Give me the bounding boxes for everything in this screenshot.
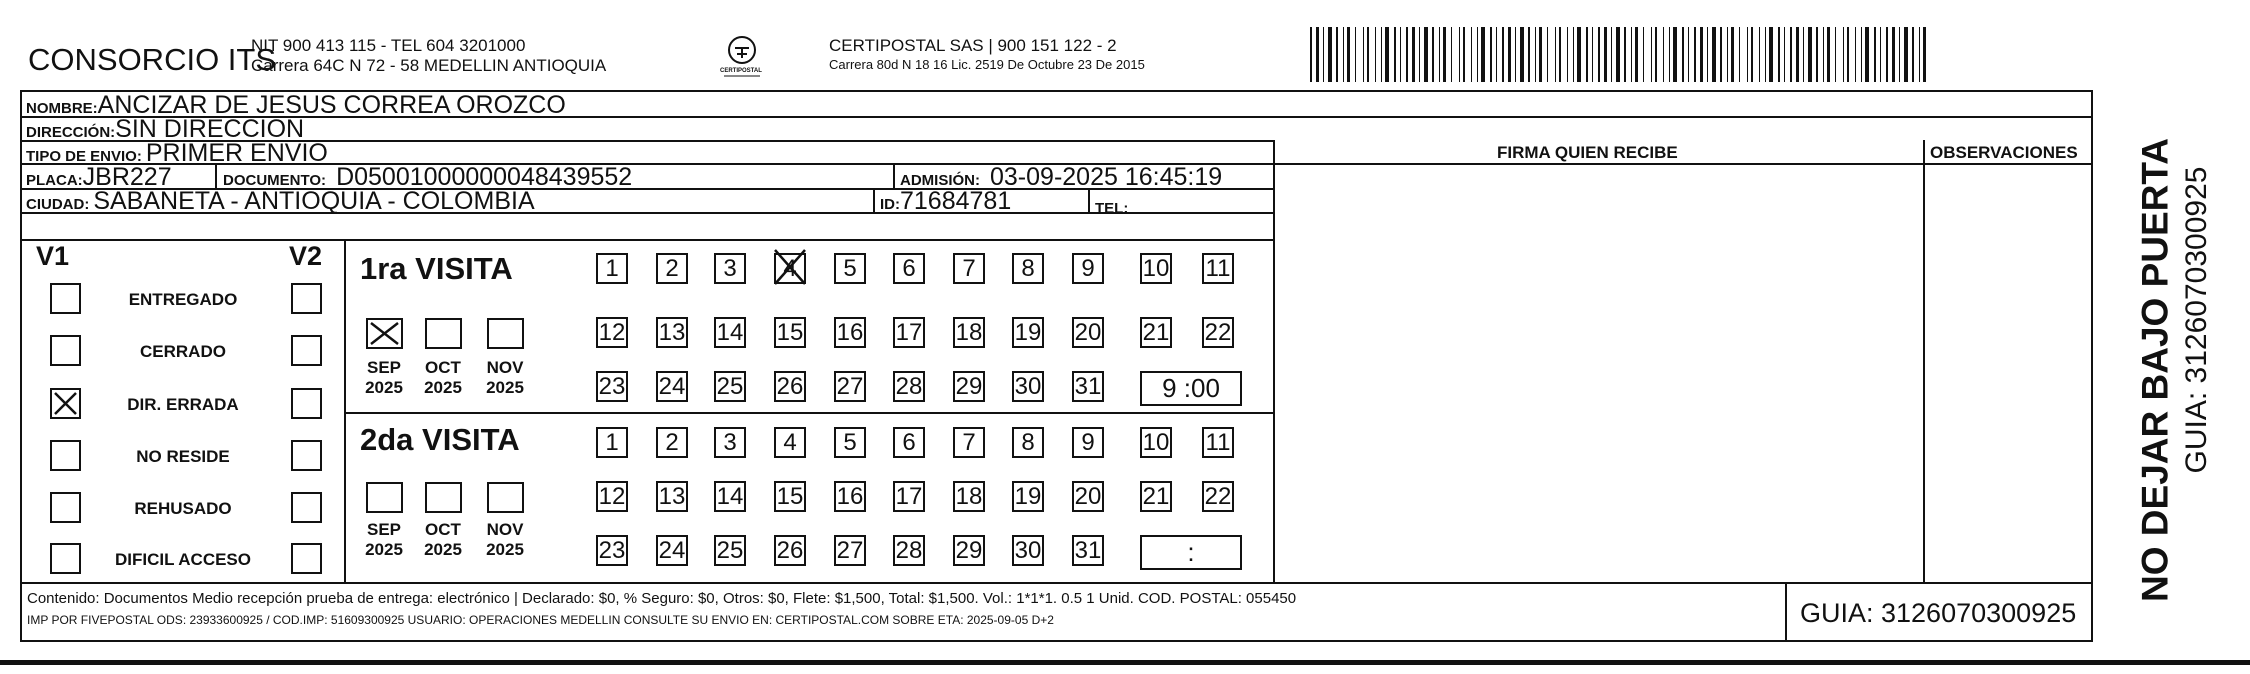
first-day-box: 6 (893, 253, 925, 284)
first-day-box: 8 (1012, 253, 1044, 284)
second-year-label: 2025 (365, 540, 403, 559)
direccion-value: SIN DIRECCION (115, 115, 305, 143)
tel-label: TEL: (1095, 200, 1129, 217)
first-day-box: 10 (1140, 253, 1172, 284)
v1-header: V1 (36, 241, 70, 271)
second-day-box: 6 (893, 427, 925, 458)
first-day-box: 30 (1012, 371, 1044, 402)
logo-caption: CERTIPOSTAL (720, 68, 762, 74)
v1-checkbox (50, 335, 81, 366)
second-day-box: 21 (1140, 481, 1172, 512)
second-year-label: 2025 (424, 540, 462, 559)
v2-checkbox (291, 388, 322, 419)
second-time-box: : (1140, 535, 1242, 570)
second-day-box: 18 (953, 481, 985, 512)
first-day-box: 21 (1140, 317, 1172, 348)
v2-checkbox (291, 283, 322, 314)
v2-checkbox (291, 440, 322, 471)
admision-label: ADMISIÓN: (900, 172, 980, 189)
second-day-box: 12 (596, 481, 628, 512)
first-year-label: 2025 (486, 378, 524, 397)
bottom-rule (0, 660, 2250, 665)
tipo-label: TIPO DE ENVIO: (26, 148, 142, 165)
second-day-box: 16 (834, 481, 866, 512)
ciudad-field (26, 189, 535, 214)
status-option-label: CERRADO (140, 342, 226, 361)
first-day-box: 31 (1072, 371, 1104, 402)
first-month-label: NOV (486, 358, 524, 377)
second-day-box: 23 (596, 535, 628, 566)
second-day-box: 13 (656, 481, 688, 512)
second-month-checkbox (487, 482, 524, 513)
second-day-box: 7 (953, 427, 985, 458)
first-month-checkbox (487, 318, 524, 349)
placa-label: PLACA: (26, 172, 83, 189)
second-day-box: 29 (953, 535, 985, 566)
first-visit-title: 1ra VISITA (360, 251, 513, 286)
first-time-box: 9 :00 (1140, 371, 1242, 406)
first-day-box: 27 (834, 371, 866, 402)
second-month-checkbox (366, 482, 403, 513)
second-day-box: 5 (834, 427, 866, 458)
second-day-box: 1 (596, 427, 628, 458)
v2-checkbox (291, 335, 322, 366)
v1-checkbox (50, 388, 81, 419)
v1-checkbox (50, 492, 81, 523)
first-day-box: 2 (656, 253, 688, 284)
first-month-label: SEP (366, 358, 402, 377)
first-year-label: 2025 (365, 378, 403, 397)
status-option-label: DIFICIL ACCESO (114, 550, 251, 569)
tipo-field (26, 141, 328, 166)
first-day-box: 16 (834, 317, 866, 348)
second-month-label: SEP (366, 520, 402, 539)
first-day-box: 20 (1072, 317, 1104, 348)
second-day-box: 19 (1012, 481, 1044, 512)
first-day-box: 23 (596, 371, 628, 402)
no-dejar-notice: NO DEJAR BAJO PUERTA (2134, 138, 2176, 602)
second-month-label: NOV (486, 520, 524, 539)
status-option-label: REHUSADO (134, 499, 232, 518)
v2-header: V2 (289, 241, 323, 271)
courier-name: CERTIPOSTAL SAS | 900 151 122 - 2 (829, 36, 1117, 55)
first-day-box: 17 (893, 317, 925, 348)
first-month-label: OCT (425, 358, 461, 377)
company-nit: NIT 900 413 115 - TEL 604 3201000 (251, 36, 526, 55)
placa-value: JBR227 (82, 163, 172, 191)
second-day-box: 22 (1202, 481, 1234, 512)
first-day-box: 7 (953, 253, 985, 284)
first-day-box: 24 (656, 371, 688, 402)
footer-print-line: IMP POR FIVEPOSTAL ODS: 23933600925 / COD.IMP: 51609300925 USUARIO: OPERACIONES MEDELLIN CONSULTE SU ENVIO EN: CERTIPOSTAL.COM SOBRE ETA: 2025-09-05 D+2 (27, 613, 1054, 627)
first-day-box (774, 253, 806, 284)
first-month-checkbox (425, 318, 462, 349)
courier-address: Carrera 80d N 18 16 Lic. 2519 De Octubre 23 De 2015 (829, 57, 1145, 72)
first-day-box: 11 (1202, 253, 1234, 284)
first-day-box: 15 (774, 317, 806, 348)
second-visit-title: 2da VISITA (360, 422, 520, 457)
company-address: Carrera 64C N 72 - 58 MEDELLIN ANTIOQUIA (251, 56, 607, 75)
first-day-box: 28 (893, 371, 925, 402)
second-day-box: 30 (1012, 535, 1044, 566)
second-day-box: 24 (656, 535, 688, 566)
second-day-box: 11 (1202, 427, 1234, 458)
first-day-box: 13 (656, 317, 688, 348)
first-day-box: 22 (1202, 317, 1234, 348)
first-day-box: 18 (953, 317, 985, 348)
second-day-box: 4 (774, 427, 806, 458)
firma-header: FIRMA QUIEN RECIBE (1497, 143, 1678, 162)
first-day-box: 12 (596, 317, 628, 348)
v1-checkbox (50, 440, 81, 471)
direccion-label: DIRECCIÓN: (26, 124, 116, 141)
second-day-box: 25 (714, 535, 746, 566)
v1-checkbox (50, 543, 81, 574)
company-name: CONSORCIO ITS (28, 42, 277, 77)
second-month-checkbox (425, 482, 462, 513)
v2-checkbox (291, 492, 322, 523)
first-year-label: 2025 (424, 378, 462, 397)
second-day-box: 17 (893, 481, 925, 512)
first-day-box: 19 (1012, 317, 1044, 348)
second-day-box: 3 (714, 427, 746, 458)
footer-guia: GUIA: 3126070300925 (1800, 598, 2077, 628)
second-day-box: 26 (774, 535, 806, 566)
side-guia: GUIA: 3126070300925 (2180, 166, 2213, 474)
first-day-box: 9 (1072, 253, 1104, 284)
first-day-box: 5 (834, 253, 866, 284)
first-day-box: 14 (714, 317, 746, 348)
second-day-box: 31 (1072, 535, 1104, 566)
tel-field (1095, 193, 1128, 218)
second-day-box: 10 (1140, 427, 1172, 458)
second-day-box: 8 (1012, 427, 1044, 458)
first-day-box: 3 (714, 253, 746, 284)
status-option-label: NO RESIDE (136, 447, 230, 466)
ciudad-value: SABANETA - ANTIOQUIA - COLOMBIA (93, 187, 535, 215)
second-day-box: 2 (656, 427, 688, 458)
second-year-label: 2025 (486, 540, 524, 559)
v1-checkbox (50, 283, 81, 314)
status-option-label: ENTREGADO (128, 290, 238, 309)
documento-value: D05001000000048439552 (336, 163, 633, 191)
second-day-box: 27 (834, 535, 866, 566)
second-day-box: 28 (893, 535, 925, 566)
second-month-label: OCT (425, 520, 461, 539)
ciudad-label: CIUDAD: (26, 196, 90, 213)
second-day-box: 14 (714, 481, 746, 512)
first-day-box: 25 (714, 371, 746, 402)
first-day-box: 1 (596, 253, 628, 284)
nombre-value: ANCIZAR DE JESUS CORREA OROZCO (97, 91, 566, 119)
first-month-checkbox (366, 318, 403, 349)
nombre-label: NOMBRE: (26, 100, 98, 117)
observaciones-header: OBSERVACIONES (1930, 143, 2078, 162)
documento-label: DOCUMENTO: (223, 172, 327, 189)
first-day-box: 29 (953, 371, 985, 402)
day-number: 4 (783, 254, 797, 282)
first-day-box: 26 (774, 371, 806, 402)
certipostal-logo (720, 32, 764, 80)
tipo-value: PRIMER ENVIO (145, 139, 328, 167)
barcode (1310, 27, 1928, 82)
admision-value: 03-09-2025 16:45:19 (990, 163, 1223, 191)
day-check-mark (772, 247, 808, 294)
id-value: 71684781 (900, 187, 1012, 215)
id-label: ID: (880, 196, 900, 213)
second-day-box: 9 (1072, 427, 1104, 458)
second-day-box: 15 (774, 481, 806, 512)
status-option-label: DIR. ERRADA (127, 395, 239, 414)
v2-checkbox (291, 543, 322, 574)
second-day-box: 20 (1072, 481, 1104, 512)
footer-content-line: Contenido: Documentos Medio recepción prueba de entrega: electrónico | Declarado: $0, % Seguro: $0, Otros: $0, Flete: $1,500, Total: $1,500. Vol.: 1*1*1. 0.5 1 Unid. COD. POSTAL: 055450 (27, 590, 1297, 607)
id-field (880, 189, 1011, 214)
